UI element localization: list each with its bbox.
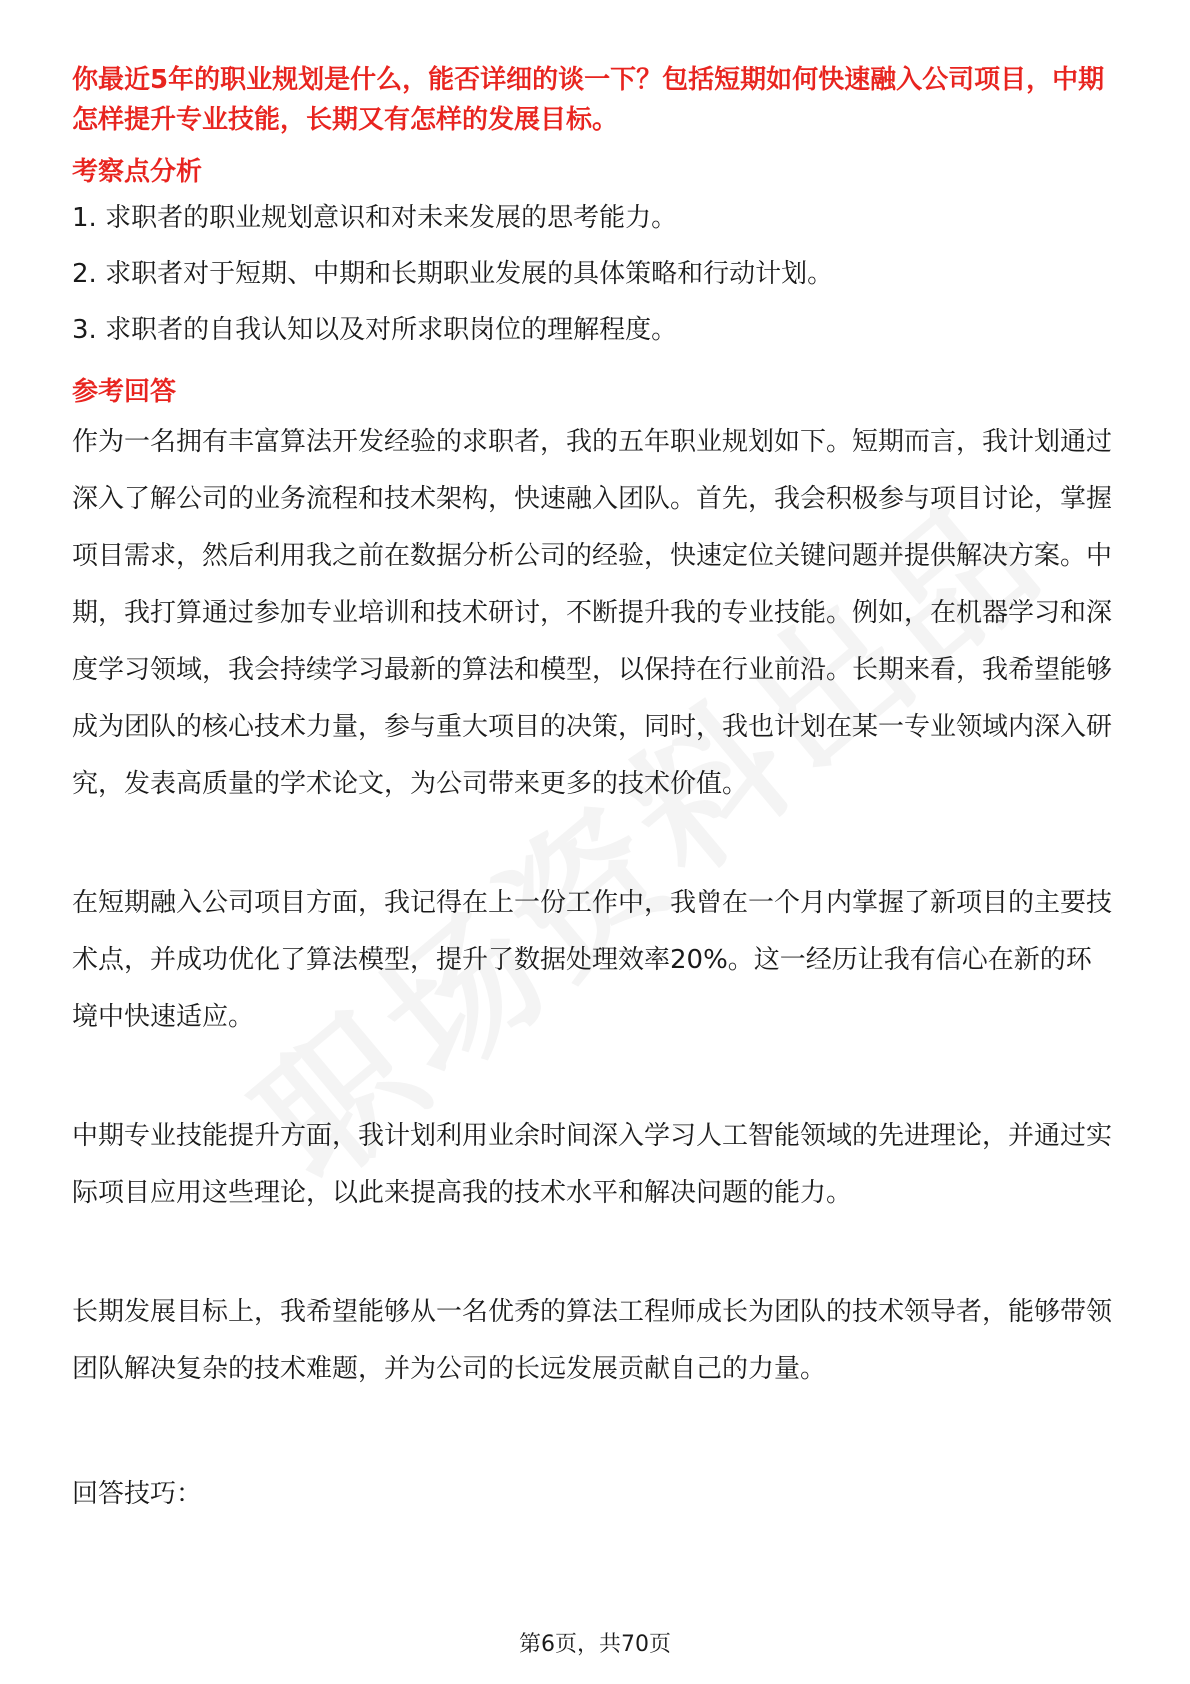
answer-heading: 参考回答 [72, 377, 177, 407]
tips-label: 回答技巧： [72, 1479, 203, 1509]
answer-paragraph: 作为一名拥有丰富算法开发经验的求职者，我的五年职业规划如下。短期而言，我计划通过深入了解公司的业务流程和技术架构，快速融入团队。首先，我会积极参与项目讨论，掌握项目需求，然后利用我之前在数据分析公司的经验，快速定位关键问题并提供解决方案。中期，我打算通过参加专业培训和技术研讨，不断提升我的专业技能。例如，在机器学习和深度学习领域，我会持续学习最新的算法和模型，以保持在行业前沿。长期来看，我希望能够成为团队的核心技术力量，参与重大项目的决策，同时，我也计划在某一专业领域内深入研究，发表高质量的学术论文，为公司带来更多的技术价值。 [72, 427, 1113, 799]
analysis-heading: 考察点分析 [72, 157, 203, 187]
interview-question: 你最近5年的职业规划是什么，能否详细的谈一下？包括短期如何快速融入公司项目，中期怎样提升专业技能，长期又有怎样的发展目标。 [72, 65, 1105, 135]
page-content [72, 60, 1112, 1512]
answer-paragraph: 在短期融入公司项目方面，我记得在上一份工作中，我曾在一个月内掌握了新项目的主要技术点，并成功优化了算法模型，提升了数据处理效率20%。这一经历让我有信心在新的环境中快速适应。 [72, 888, 1113, 1032]
answer-paragraph: 长期发展目标上，我希望能够从一名优秀的算法工程师成长为团队的技术领导者，能够带领团队解决复杂的技术难题，并为公司的长远发展贡献自己的力量。 [72, 1297, 1113, 1384]
page-footer: 第6页，共70页 [519, 1632, 671, 1657]
list-item: 2. 求职者对于短期、中期和长期职业发展的具体策略和行动计划。 [72, 259, 834, 289]
answer-paragraph: 中期专业技能提升方面，我计划利用业余时间深入学习人工智能领域的先进理论，并通过实际项目应用这些理论，以此来提高我的技术水平和解决问题的能力。 [72, 1121, 1113, 1208]
list-item: 3. 求职者的自我认知以及对所求职岗位的理解程度。 [72, 315, 678, 345]
analysis-list [72, 200, 1112, 348]
list-item: 1. 求职者的职业规划意识和对未来发展的思考能力。 [72, 203, 678, 233]
